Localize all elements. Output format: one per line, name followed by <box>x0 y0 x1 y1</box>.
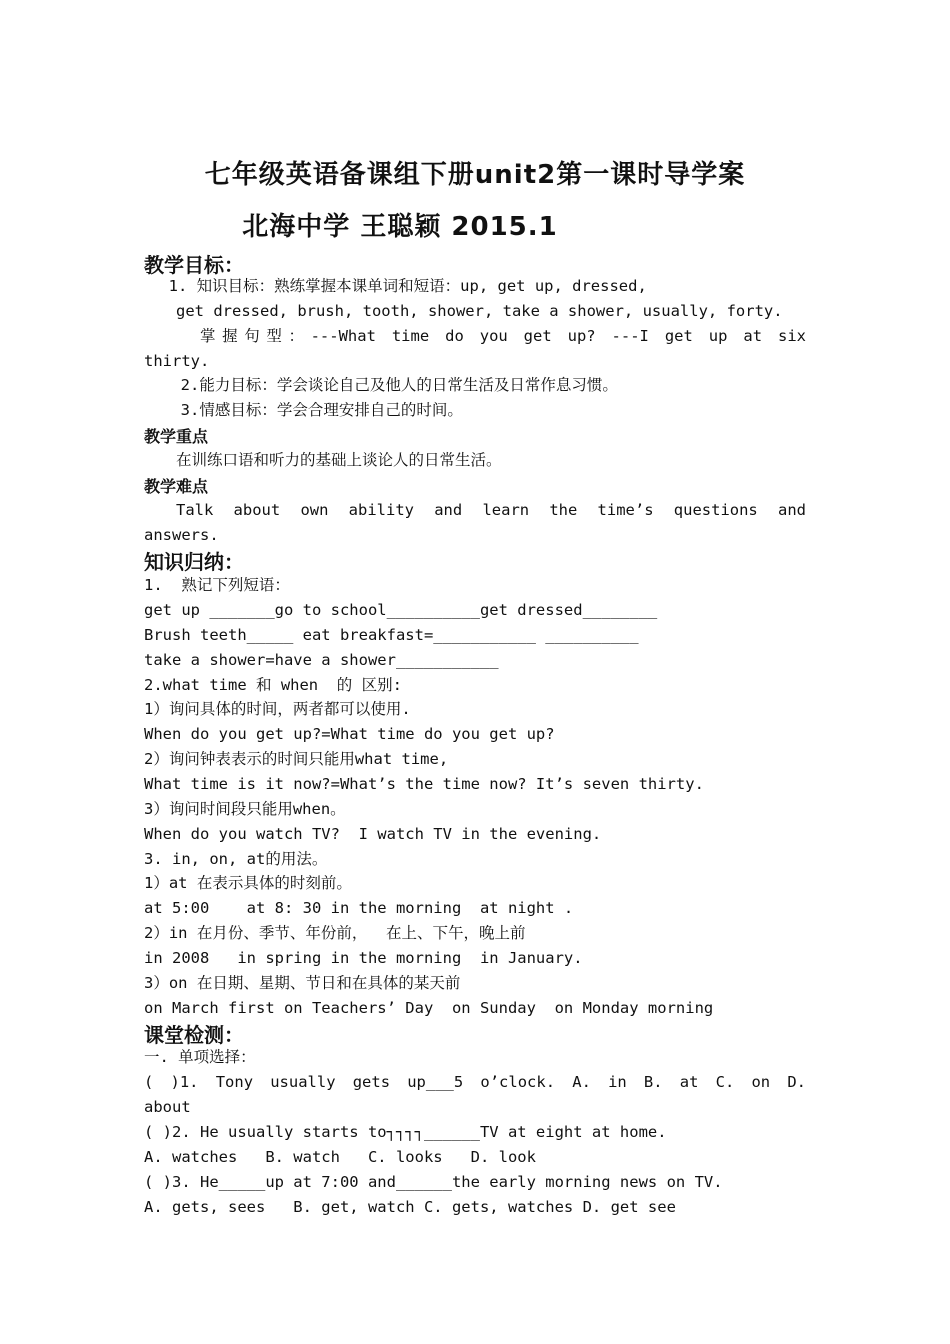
test-options-3: A. gets, sees B. get, watch C. gets, watches D. get see <box>144 1198 676 1216</box>
goal-line-3: 掌握句型：---What time do you get up? ---I get up at six <box>200 327 806 345</box>
goal-line-4: thirty. <box>144 352 210 370</box>
summary-line: 2）询问钟表表示的时间只能用what time, <box>144 750 449 768</box>
summary-line: get up _______go to school__________get dressed________ <box>144 601 658 619</box>
summary-line: on March first on Teachers’ Day on Sunday on Monday morning <box>144 999 714 1017</box>
test-line: about <box>144 1098 191 1116</box>
summary-line: When do you get up?=What time do you get up? <box>144 725 555 743</box>
knowledge-summary-heading: 知识归纳： <box>144 550 244 574</box>
key-points-heading: 教学重点 <box>144 427 209 446</box>
test-options-2: A. watches B. watch C. looks D. look <box>144 1148 536 1166</box>
teaching-goals-heading: 教学目标： <box>144 253 244 277</box>
summary-line: 1. 熟记下列短语： <box>144 576 290 594</box>
summary-line: 1）询问具体的时间，两者都可以使用. <box>144 700 411 718</box>
difficulties-heading: 教学难点 <box>144 477 209 496</box>
summary-line: 3）on 在日期、星期、节日和在具体的某天前 <box>144 974 461 992</box>
goal-line-5: 2.能力目标：学会谈论自己及他人的日常生活及日常作息习惯。 <box>162 376 618 394</box>
summary-line: 2.what time 和 when 的 区别: <box>144 676 402 694</box>
summary-line: 2）in 在月份、季节、年份前， 在上、下午，晚上前 <box>144 924 526 942</box>
goal-line-6: 3.情感目标：学会合理安排自己的时间。 <box>162 401 463 419</box>
test-question-2: ( )2. He usually starts to┐┐┐┐______TV at eight at home. <box>144 1123 667 1141</box>
summary-line: What time is it now?=What’s the time now? It’s seven thirty. <box>144 775 704 793</box>
document-subtitle: 北海中学 王聪颖 2015.1 <box>242 212 558 242</box>
class-test-heading: 课堂检测： <box>144 1023 244 1047</box>
summary-line: 3. in, on, at的用法。 <box>144 850 328 868</box>
summary-line: Brush teeth_____ eat breakfast=___________ __________ <box>144 626 639 644</box>
goal-line-2: get dressed, brush, tooth, shower, take a shower, usually, forty. <box>176 302 783 320</box>
summary-line: 3）询问时间段只能用when。 <box>144 800 346 818</box>
summary-line: When do you watch TV? I watch TV in the evening. <box>144 825 602 843</box>
test-question-1: ( )1. Tony usually gets up___5 o’clock. A. in B. at C. on D. <box>144 1073 806 1091</box>
difficulties-line-2: answers. <box>144 526 219 544</box>
test-question-3: ( )3. He_____up at 7:00 and______the early morning news on TV. <box>144 1173 723 1191</box>
document-title: 七年级英语备课组下册unit2第一课时导学案 <box>204 160 746 190</box>
key-points-text: 在训练口语和听力的基础上谈论人的日常生活。 <box>176 451 502 469</box>
goal-line-1: 1. 知识目标：熟练掌握本课单词和短语：up, get up, dressed, <box>150 277 647 295</box>
summary-line: in 2008 in spring in the morning in January. <box>144 949 583 967</box>
test-line: 一. 单项选择： <box>144 1048 256 1066</box>
summary-line: 1）at 在表示具体的时刻前。 <box>144 874 352 892</box>
difficulties-line-1: Talk about own ability and learn the time’s questions and <box>176 501 806 519</box>
summary-line: take a shower=have a shower___________ <box>144 651 499 669</box>
summary-line: at 5:00 at 8: 30 in the morning at night . <box>144 899 574 917</box>
